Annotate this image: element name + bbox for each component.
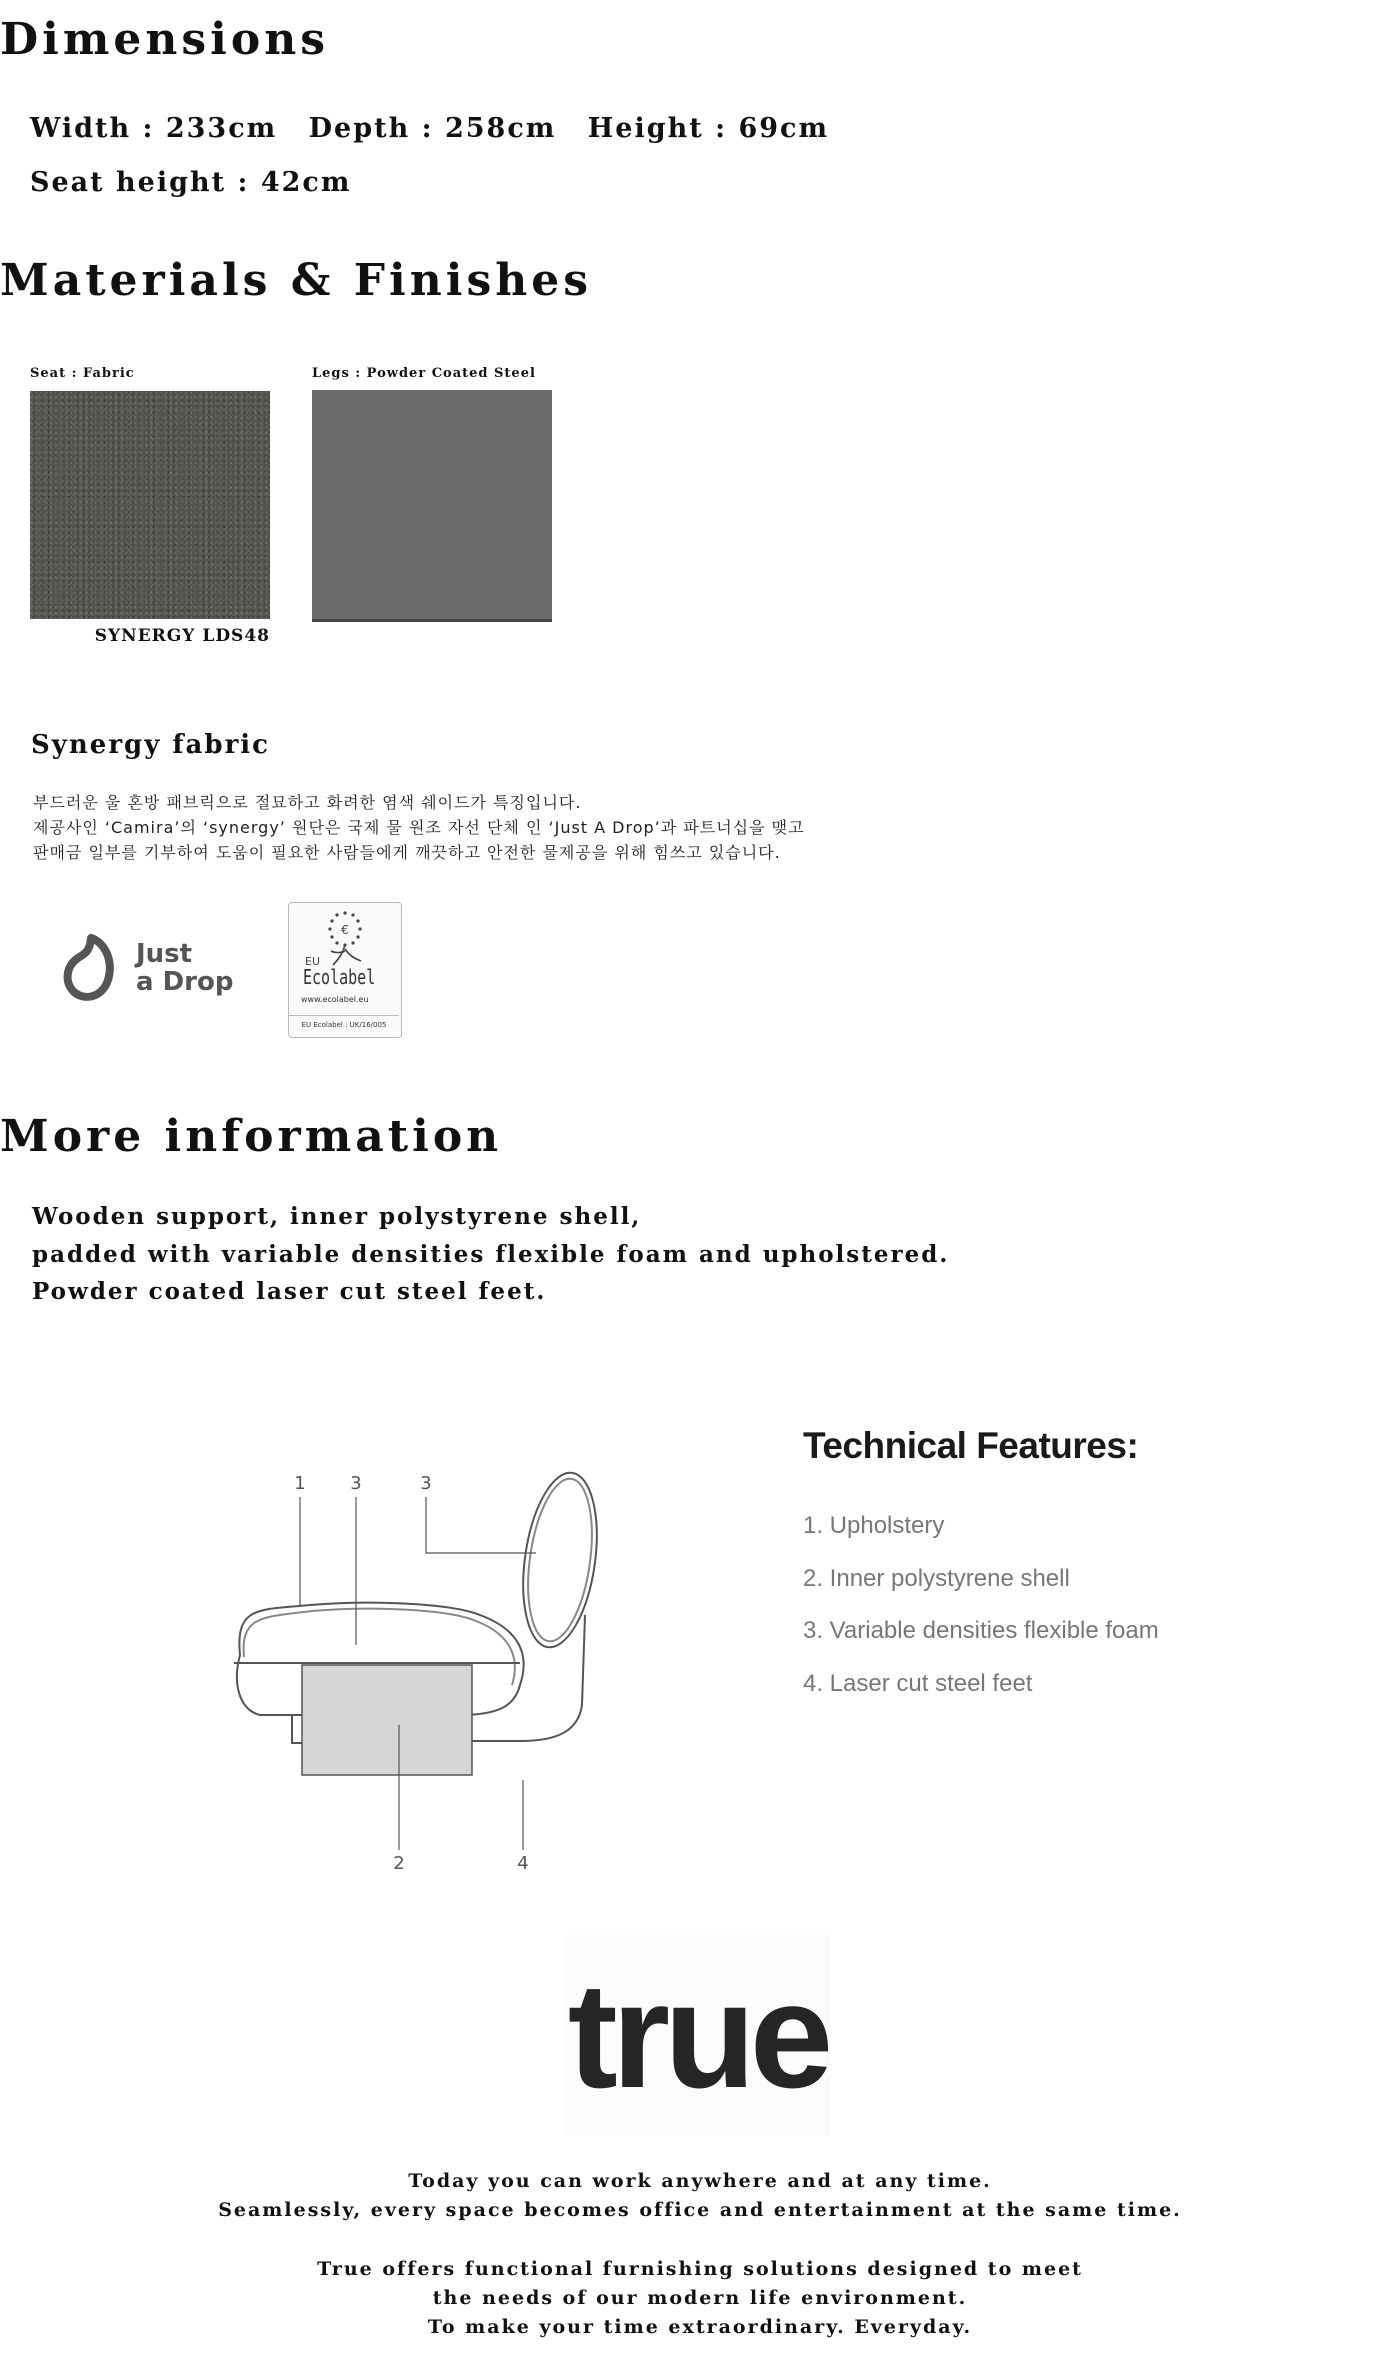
dimensions-line	[30, 113, 849, 144]
drop-icon	[56, 930, 126, 1010]
ecolabel-url: www.ecolabel.eu	[301, 995, 369, 1004]
footer-line-4: the needs of our modern life environment.	[432, 2287, 968, 2309]
just-a-drop-text-2: a Drop	[136, 967, 234, 997]
just-a-drop-text-1: Just	[136, 939, 193, 969]
feature-item-4: 4. Laser cut steel feet	[803, 1670, 1033, 1697]
eu-ecolabel-badge	[288, 902, 402, 1038]
steel-swatch	[312, 390, 552, 622]
footer-line-1: Today you can work anywhere and at any time.	[408, 2170, 992, 2192]
width-value: Width : 233cm	[30, 113, 278, 144]
height-value: Height : 69cm	[587, 113, 830, 144]
callout-3b: 3	[420, 1473, 432, 1494]
callout-4: 4	[517, 1853, 529, 1874]
more-info-line-2: padded with variable densities flexible foam and upholstered.	[32, 1241, 950, 1268]
callout-2: 2	[393, 1853, 405, 1874]
more-info-line-3: Powder coated laser cut steel feet.	[32, 1278, 547, 1305]
fabric-swatch	[30, 391, 270, 619]
synergy-line-3: 판매금 일부를 기부하여 도움이 필요한 사람들에게 깨끗하고 안전한 물제공을 위해 힘쓰고 있습니다.	[33, 843, 781, 862]
feature-item-1: 1. Upholstery	[803, 1512, 945, 1539]
technical-features-heading: Technical Features:	[803, 1425, 1139, 1466]
footer-line-3: True offers functional furnishing solutions designed to meet	[317, 2258, 1083, 2280]
materials-heading: Materials & Finishes	[0, 255, 592, 306]
callout-3a: 3	[350, 1473, 362, 1494]
technical-diagram	[220, 1455, 620, 1885]
seat-fabric-label: Seat : Fabric	[30, 366, 135, 381]
inner-shell	[302, 1665, 472, 1775]
footer-line-2: Seamlessly, every space becomes office and entertainment at the same time.	[218, 2199, 1182, 2221]
more-info-line-1: Wooden support, inner polystyrene shell,	[32, 1203, 642, 1230]
brand-logo-box	[565, 1935, 830, 2135]
ecolabel-eu: EU	[305, 955, 321, 968]
seat-height-value: Seat height : 42cm	[30, 167, 352, 198]
just-a-drop-logo	[56, 930, 246, 1010]
feature-item-3: 3. Variable densities flexible foam	[803, 1617, 1159, 1644]
synergy-line-2: 제공사인 ‘Camira’의 ‘synergy’ 원단은 국제 물 원조 자선 단체 인 ‘Just A Drop’과 파트너십을 맺고	[33, 818, 805, 837]
ecolabel-flower-icon	[319, 909, 371, 967]
brand-logo: true	[567, 1951, 828, 2119]
legs-label: Legs : Powder Coated Steel	[312, 366, 536, 381]
callout-1: 1	[294, 1473, 306, 1494]
ecolabel-code: EU Ecolabel : UK/16/005	[289, 1015, 399, 1029]
more-info-heading: More information	[0, 1111, 503, 1162]
dimensions-heading: Dimensions	[0, 14, 330, 65]
synergy-heading: Synergy fabric	[31, 730, 270, 760]
svg-text:€: €	[341, 923, 349, 937]
synergy-line-1: 부드러운 울 혼방 패브릭으로 절묘하고 화려한 염색 쉐이드가 특징입니다.	[33, 793, 582, 812]
ecolabel-name: Ecolabel	[303, 965, 376, 989]
feature-item-2: 2. Inner polystyrene shell	[803, 1565, 1070, 1592]
footer-line-5: To make your time extraordinary. Everyday.	[427, 2316, 973, 2338]
fabric-name: SYNERGY LDS48	[94, 626, 270, 646]
depth-value: Depth : 258cm	[308, 113, 557, 144]
